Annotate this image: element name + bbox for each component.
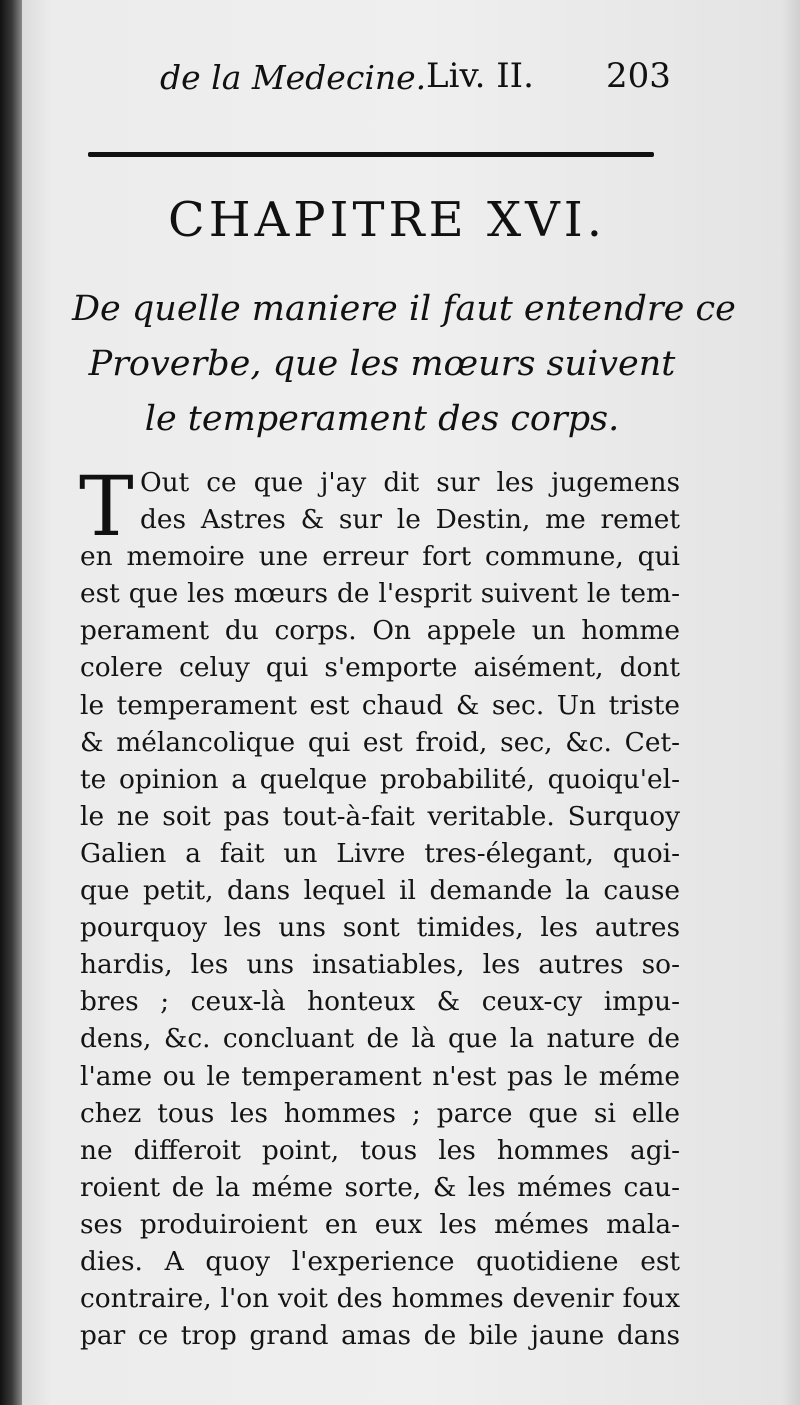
drop-cap: T [79, 460, 134, 555]
book-page [22, 0, 800, 1405]
text-line: ne differoit point, tous les hommes agi- [80, 1134, 680, 1166]
text-line: dies. A quoy l'experience quotidiene est [80, 1245, 680, 1277]
running-head-book: Liv. II. [426, 56, 534, 96]
header-rule [88, 152, 654, 157]
text-line: bres ; ceux-là honteux & ceux-cy impu- [80, 986, 680, 1018]
text-line: le temperament est chaud & sec. Un triste [80, 689, 680, 721]
text-line: te opinion a quelque probabilité, quoiqu'el- [80, 763, 680, 795]
text-line: en memoire une erreur fort commune, qui [80, 541, 680, 573]
text-line: dens, &c. concluant de là que la nature de [80, 1023, 680, 1055]
text-line: par ce trop grand amas de bile jaune dans [80, 1320, 680, 1352]
text-line: perament du corps. On appele un homme [80, 615, 680, 647]
text-line: colere celuy qui s'emporte aisément, dont [80, 652, 680, 684]
text-line: hardis, les uns insatiables, les autres so- [80, 949, 680, 981]
text-line: que petit, dans lequel il demande la cause [80, 875, 680, 907]
book-gutter-edge [0, 0, 22, 1405]
subtitle-line: Proverbe, que les mœurs suivent [88, 344, 676, 384]
text-line: Galien a fait un Livre tres-élegant, quoi- [80, 837, 680, 869]
chapter-title: CHAPITRE XVI. [167, 192, 606, 248]
running-head-title: de la Medecine. [160, 58, 427, 97]
subtitle-line: le temperament des corps. [144, 399, 620, 439]
text-line: ses produiroient en eux les mémes mala- [80, 1208, 680, 1240]
text-line: contraire, l'on voit des hommes devenir foux [80, 1283, 680, 1315]
text-line: le ne soit pas tout-à-fait veritable. Surquoy [80, 800, 680, 832]
text-line: est que les mœurs de l'esprit suivent le tem- [80, 578, 680, 610]
text-line: roient de la méme sorte, & les mémes cau- [80, 1171, 680, 1203]
subtitle-line: De quelle maniere il faut entendre ce [72, 289, 736, 329]
body-text [79, 460, 680, 1354]
text-line: pourquoy les uns sont timides, les autres [80, 912, 680, 944]
text-line: chez tous les hommes ; parce que si elle [80, 1097, 680, 1129]
text-line: l'ame ou le temperament n'est pas le méme [80, 1060, 680, 1092]
running-head [22, 52, 800, 102]
text-line: Out ce que j'ay dit sur les jugemens [140, 467, 680, 498]
text-line: des Astres & sur le Destin, me remet [140, 504, 680, 536]
chapter-subtitle [72, 282, 736, 447]
page-number: 203 [606, 56, 671, 96]
text-line: & mélancolique qui est froid, sec, &c. Cet- [80, 726, 680, 758]
